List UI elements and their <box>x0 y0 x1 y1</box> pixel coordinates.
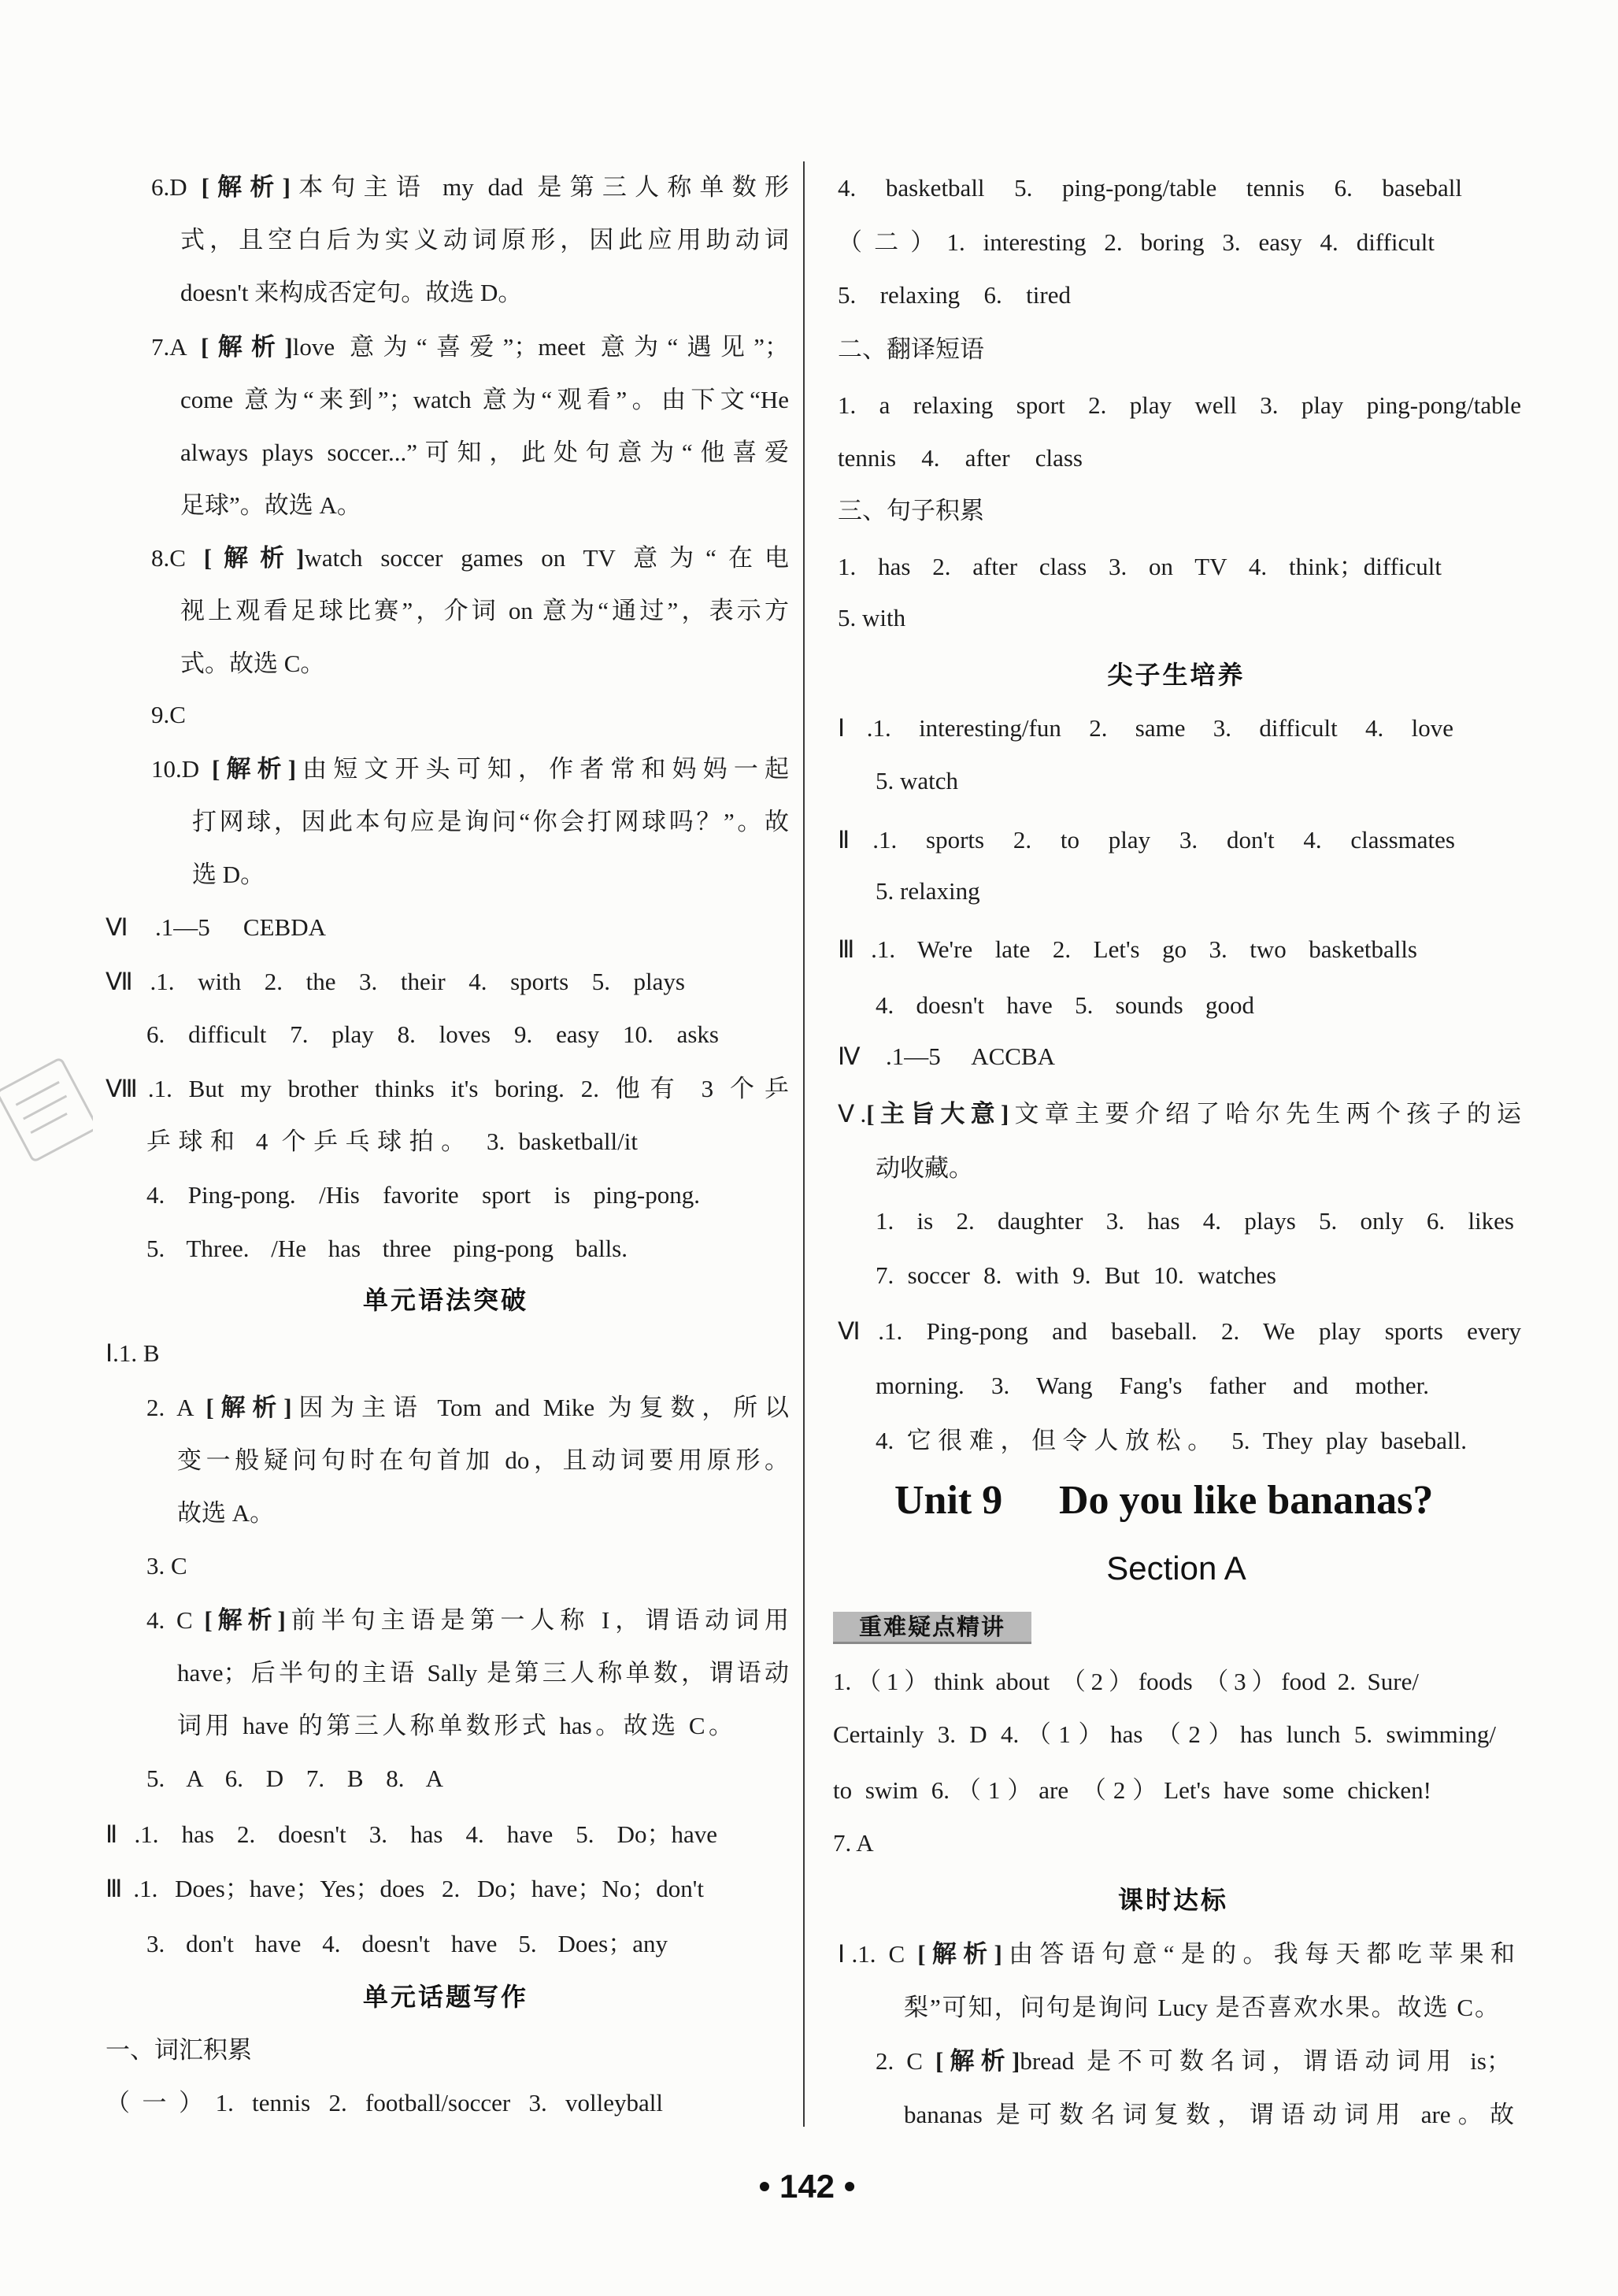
answer-line: Ⅷ.1. But my brother thinks it's boring. 2. 他有 3 个乒 <box>106 1075 789 1102</box>
answer-line <box>151 742 789 795</box>
item-number: 2. C <box>876 2047 923 2075</box>
answer-line: 4. doesn't have 5. sounds good <box>876 991 1254 1019</box>
answer-line: 式，且空白后为实义动词原形，因此应用助动词 <box>180 226 789 254</box>
answer-line: doesn't 来构成否定句。故选 D。 <box>180 279 523 306</box>
section-heading-grammar: 单元语法突破 <box>362 1285 529 1315</box>
answer-line: 1.（1）think about （2）foods （3）food 2. Sure/ <box>833 1668 1419 1695</box>
answer-line: to swim 6.（1）are （2）Let's have some chicken! <box>833 1776 1431 1804</box>
answer-line: 选 D。 <box>192 861 265 888</box>
answer-line: 词用 have 的第三人称单数形式 has。故选 C。 <box>177 1712 733 1739</box>
answer-line: have；后半句的主语 Sally 是第三人称单数，谓语动 <box>177 1659 789 1687</box>
line-text: watch soccer games on TV 意为“在电 <box>304 544 789 572</box>
answer-line: bananas 是可数名词复数，谓语动词用 are。故 <box>904 2101 1514 2128</box>
answer-line: （二）1. interesting 2. boring 3. easy 4. difficult <box>838 228 1435 256</box>
section-title: Section A <box>1106 1550 1246 1587</box>
answer-line: 变一般疑问句时在句首加 do，且动词要用原形。 <box>177 1446 789 1474</box>
answer-line: 1. is 2. daughter 3. has 4. plays 5. only 6. likes <box>876 1207 1514 1235</box>
answer-line: 5. with <box>838 604 906 631</box>
answer-line: 动收藏。 <box>876 1154 973 1182</box>
analysis-tag: [解析] <box>204 1606 286 1634</box>
answer-line: always plays soccer...”可知，此处句意为“他喜爱 <box>180 439 789 466</box>
answer-line: Ⅵ.1—5 CEBDA <box>106 913 326 941</box>
answer-line: 式。故选 C。 <box>180 650 325 677</box>
answer-line: 4. basketball 5. ping-pong/table tennis 6. baseball <box>838 174 1462 202</box>
line-text: 前半句主语是第一人称 I，谓语动词用 <box>285 1606 789 1634</box>
line-text: love 意为“喜爱”；meet 意为“遇见”； <box>292 333 789 361</box>
answer-line: Ⅵ.1. Ping-pong and baseball. 2. We play sports every <box>838 1317 1521 1345</box>
answer-line: Ⅲ.1. We're late 2. Let's go 3. two basketballs <box>838 935 1417 963</box>
item-number: 10.D <box>151 755 200 783</box>
line-text: 因为主语 Tom and Mike 为复数，所以 <box>291 1394 789 1421</box>
answer-line: （一）1. tennis 2. football/soccer 3. volleyball <box>106 2089 663 2116</box>
line-text: 由答语句意“是的。我每天都吃苹果和 <box>1002 1940 1515 1968</box>
answer-line: Certainly 3. D 4.（1）has （2）has lunch 5. swimming/ <box>833 1720 1496 1748</box>
answer-line: Ⅲ.1. Does；have；Yes；does 2. Do；have；No；don't <box>106 1875 704 1902</box>
column-divider <box>803 161 805 2127</box>
answer-line: 1. has 2. after class 3. on TV 4. think；difficult <box>838 553 1442 580</box>
answer-line: 7. A <box>833 1829 874 1857</box>
analysis-tag: [解析] <box>203 544 305 572</box>
answer-line <box>151 531 789 584</box>
main-idea-tag: [主旨大意] <box>866 1100 1009 1128</box>
answer-line: 足球”。故选 A。 <box>180 491 361 519</box>
answer-line: 打网球，因此本句应是询问“你会打网球吗？”。故 <box>192 808 789 835</box>
section-heading-lesson: 课时达标 <box>1117 1885 1229 1915</box>
subsection-title: 一、词汇积累 <box>106 2036 252 2064</box>
analysis-tag: [解析] <box>205 1394 292 1421</box>
answer-line: 4. Ping-pong. /His favorite sport is ping-pong. <box>146 1181 700 1209</box>
item-number: 4. C <box>146 1606 193 1634</box>
answer-line: 1. a relaxing sport 2. play well 3. play ping-pong/table <box>838 391 1521 419</box>
answer-line: 5. watch <box>876 767 959 794</box>
subsection-title: 三、句子积累 <box>838 497 984 524</box>
answer-line: 5. relaxing 6. tired <box>838 281 1071 309</box>
item-number: Ⅴ. <box>838 1100 867 1128</box>
analysis-tag: [解析] <box>935 2047 1020 2075</box>
item-number: 8.C <box>151 544 186 572</box>
line-text: 文章主要介绍了哈尔先生两个孩子的运 <box>1009 1100 1521 1128</box>
item-number: 6.D <box>151 173 187 201</box>
answer-line: 乒球和 4 个乒乓球拍。 3. basketball/it <box>146 1128 638 1155</box>
answer-line: 视上观看足球比赛”，介词 on 意为“通过”，表示方 <box>180 597 789 624</box>
analysis-tag: [解析] <box>201 333 293 361</box>
analysis-tag: [解析] <box>917 1940 1002 1968</box>
subsection-title: 二、翻译短语 <box>838 335 984 363</box>
answer-line: 7. soccer 8. with 9. But 10. watches <box>876 1261 1276 1289</box>
answer-line: 3. don't have 4. doesn't have 5. Does；any <box>146 1930 668 1957</box>
page-number: • 142 • <box>758 2168 856 2205</box>
answer-line: 3. C <box>146 1552 187 1579</box>
answer-line <box>151 320 789 373</box>
analysis-tag: [解析] <box>212 755 297 783</box>
answer-line <box>146 1594 789 1646</box>
answer-line: 故选 A。 <box>177 1499 275 1527</box>
line-text: 本句主语 my dad 是第三人称单数形 <box>290 173 790 201</box>
analysis-tag: [解析] <box>201 173 291 201</box>
answer-line: 6. difficult 7. play 8. loves 9. easy 10. asks <box>146 1020 719 1048</box>
answer-line <box>146 1381 789 1434</box>
answer-line: 5. Three. /He has three ping-pong balls. <box>146 1235 628 1262</box>
item-number: 2. A <box>146 1394 193 1421</box>
answer-line: Ⅶ.1. with 2. the 3. their 4. sports 5. plays <box>106 968 685 995</box>
answer-line <box>151 161 789 213</box>
answer-line: Ⅳ.1—5 ACCBA <box>838 1042 1055 1070</box>
item-number: Ⅰ.1. C <box>838 1940 905 1968</box>
answer-line: Ⅱ.1. has 2. doesn't 3. has 4. have 5. Do；have <box>106 1820 717 1848</box>
answer-line <box>876 2035 1511 2087</box>
answer-line <box>838 1087 1521 1140</box>
answer-line: 5. A 6. D 7. B 8. A <box>146 1765 443 1792</box>
answer-line: morning. 3. Wang Fang's father and mother. <box>876 1372 1429 1399</box>
answer-line: tennis 4. after class <box>838 444 1083 472</box>
section-heading-writing: 单元话题写作 <box>362 1982 529 2012</box>
unit-title: Do you like bananas? <box>1059 1478 1434 1523</box>
answer-line: 9.C <box>151 701 186 728</box>
section-heading-top-students: 尖子生培养 <box>1107 660 1246 690</box>
answer-line: 5. relaxing <box>876 877 980 905</box>
item-number: 7.A <box>151 333 186 361</box>
key-points-label: 重难疑点精讲 <box>833 1612 1031 1644</box>
answer-line: Ⅱ.1. sports 2. to play 3. don't 4. classmates <box>838 826 1455 854</box>
stamp-mark <box>0 1039 93 1181</box>
answer-line: 4. 它很难，但令人放松。 5. They play baseball. <box>876 1427 1467 1454</box>
answer-line: Ⅰ.1. B <box>106 1339 160 1367</box>
unit-label: Unit 9 <box>894 1478 1003 1523</box>
answer-line: 梨”可知，问句是询问 Lucy 是否喜欢水果。故选 C。 <box>904 1994 1499 2021</box>
answer-line <box>838 1928 1515 1980</box>
answer-line: come 意为“来到”；watch 意为“观看”。由下文“He <box>180 386 789 413</box>
line-text: bread 是不可数名词，谓语动词用 is； <box>1020 2047 1511 2075</box>
line-text: 由短文开头可知，作者常和妈妈一起 <box>296 755 789 783</box>
answer-line: Ⅰ.1. interesting/fun 2. same 3. difficult 4. love <box>838 714 1453 742</box>
